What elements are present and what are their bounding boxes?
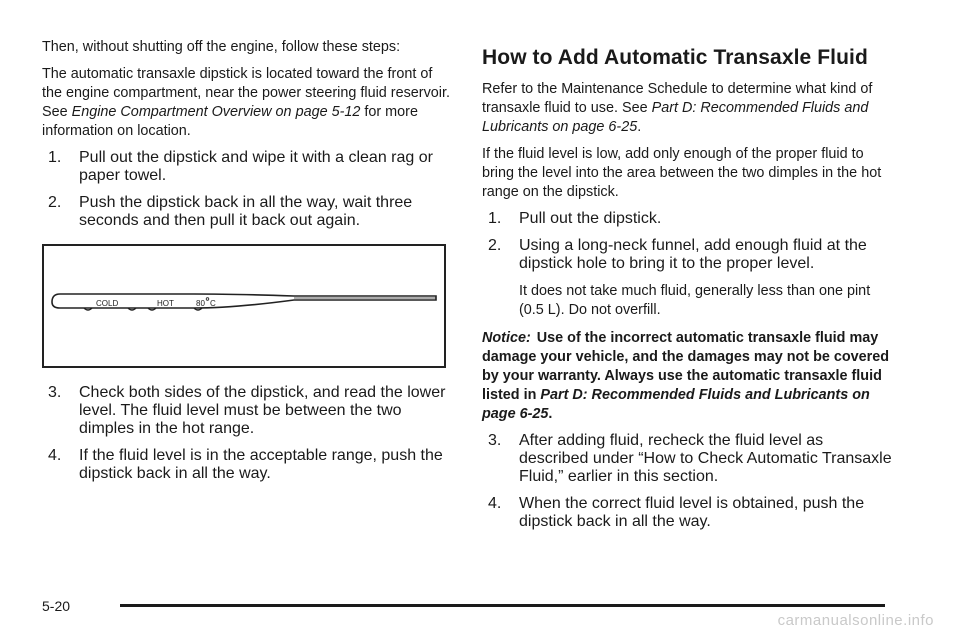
temperature-label: 80 xyxy=(196,299,205,308)
add-step-4: 4. When the correct fluid level is obtained, push the dipstick back in all the way. xyxy=(488,495,865,530)
notice-label: Notice: xyxy=(482,330,531,346)
add-step-3: 3. After adding fluid, recheck the fluid level as described under “How to Check Automatic Transaxle Fluid,” earlier in this section. xyxy=(488,432,892,485)
add-step-2-note: It does not take much fluid, generally less than one pint (0.5 L). Do not overfill. xyxy=(519,283,871,318)
engine-compartment-reference: Engine Compartment Overview on page 5-12 xyxy=(71,104,361,120)
add-step-2: 2. Using a long-neck funnel, add enough fluid at the dipstick hole to bring it to the proper level. xyxy=(488,237,867,272)
notice-reference: Part D: Recommended Fluids and Lubricants on page 6-25 xyxy=(482,387,870,422)
section-heading: How to Add Automatic Transaxle Fluid xyxy=(482,46,868,69)
recommended-fluids-reference: Part D: Recommended Fluids and Lubricants on page 6-25 xyxy=(482,100,869,135)
degree-symbol xyxy=(206,298,209,301)
cold-label: COLD xyxy=(96,299,119,308)
step-3: 3. Check both sides of the dipstick, and read the lower level. The fluid level must be between the two dimples in the hot range. xyxy=(48,384,446,437)
page-number: 5-20 xyxy=(42,598,71,614)
dipstick-drawing xyxy=(44,246,444,366)
left-column xyxy=(42,38,452,492)
dipstick-illustration xyxy=(42,244,446,368)
hot-label: HOT xyxy=(157,299,174,308)
right-column xyxy=(482,46,892,540)
notice-block: Notice: Use of the incorrect automatic transaxle fluid may damage your vehicle, and the damages may not be covered by your warranty. Always use the automatic transaxle fluid listed in Part D: Recommended Fluids and Lubricants on page 6-25. xyxy=(482,330,890,422)
step-1: 1. Pull out the dipstick and wipe it with a clean rag or paper towel. xyxy=(48,149,433,184)
add-step-1: 1. Pull out the dipstick. xyxy=(488,210,662,227)
step-4: 4. If the fluid level is in the acceptable range, push the dipstick back in all the way. xyxy=(48,447,443,482)
step-2: 2. Push the dipstick back in all the way, wait three seconds and then pull it back out again. xyxy=(48,194,413,229)
watermark: carmanualsonline.info xyxy=(777,612,934,629)
low-fluid-text: If the fluid level is low, add only enough of the proper fluid to bring the level into the area between the two dimples in the hot range on the dipstick. xyxy=(482,146,882,200)
temperature-unit: C xyxy=(210,299,216,308)
fluid-type-text: Refer to the Maintenance Schedule to determine what kind of transaxle fluid to use. See Part D: Recommended Fluids and Lubricants on page 6-25. xyxy=(482,81,873,135)
footer-rule xyxy=(120,604,885,607)
intro-text: Then, without shutting off the engine, follow these steps: xyxy=(42,39,401,55)
dipstick-location-text: The automatic transaxle dipstick is located toward the front of the engine compartment, near the power steering fluid reservoir. See Engine Compartment Overview on page 5-12 for more information on location. xyxy=(42,66,450,139)
